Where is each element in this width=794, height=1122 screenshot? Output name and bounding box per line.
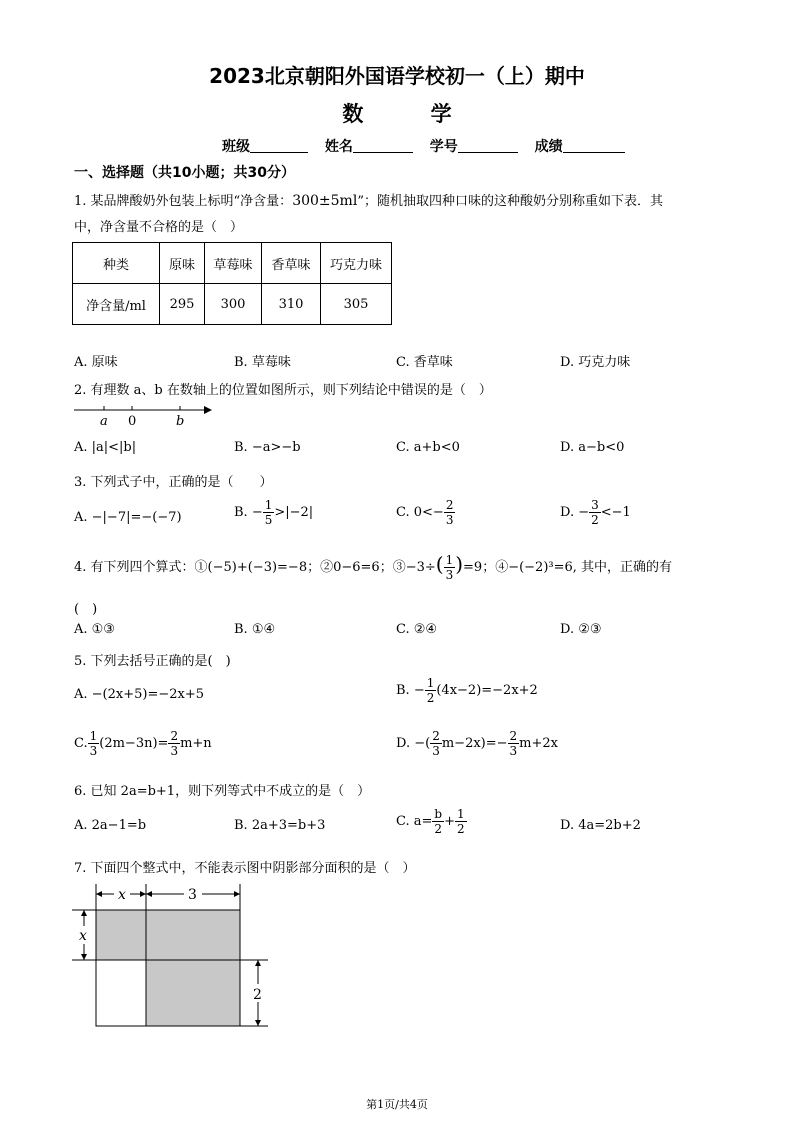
question-4-stem: 4. 有下列四个算式：①(−5)+(−3)=−8；②0−6=6；③−3÷( $\frac{1}{3}$ )=9；④−(−2)³=6, 其中，正确的有 bbox=[74, 552, 673, 582]
student-info-fields bbox=[222, 136, 637, 156]
q5-option-c[interactable]: C. $\frac{1}{3}$ (2m−3n)= $\frac{2}{3}$ m+n bbox=[74, 729, 212, 758]
q3-option-d[interactable]: D. − $\frac{3}{2}$ <−1 bbox=[560, 498, 631, 527]
shaded-bottom-right bbox=[146, 960, 240, 1026]
question-7-stem: 7. 下面四个整式中，不能表示图中阴影部分面积的是（ ） bbox=[74, 861, 416, 876]
label-top-3: 3 bbox=[188, 887, 197, 903]
label-left-x: x bbox=[79, 928, 87, 944]
shaded-top-left bbox=[96, 910, 146, 960]
table-row: 种类 原味 草莓味 香草味 巧克力味 bbox=[73, 243, 392, 284]
q2-option-c[interactable]: C. a+b<0 bbox=[396, 440, 460, 455]
q5-option-b[interactable]: B. − $\frac{1}{2}$ (4x−2)=−2x+2 bbox=[396, 676, 538, 705]
subject-title: 数 学 bbox=[342, 102, 482, 126]
axis-label-b: b bbox=[176, 414, 185, 429]
field-class: 班级 bbox=[222, 139, 308, 155]
field-id: 学号 bbox=[430, 139, 518, 155]
q3-option-b[interactable]: B. − $\frac{1}{5}$ >|−2| bbox=[234, 498, 314, 527]
q6-option-b[interactable]: B. 2a+3=b+3 bbox=[234, 818, 326, 833]
q6-option-a[interactable]: A. 2a−1=b bbox=[74, 818, 147, 833]
q5-option-a[interactable]: A. −(2x+5)=−2x+5 bbox=[74, 687, 205, 702]
question-5-stem: 5. 下列去括号正确的是( ) bbox=[74, 654, 231, 669]
table-row: 净含量/ml 295 300 310 305 bbox=[73, 284, 392, 325]
q2-option-b[interactable]: B. −a>−b bbox=[234, 440, 301, 455]
question-2-stem: 2. 有理数 a、b 在数轴上的位置如图所示，则下列结论中错误的是（ ） bbox=[74, 383, 492, 398]
q1-option-d[interactable]: D. 巧克力味 bbox=[560, 355, 631, 370]
q1-option-a[interactable]: A. 原味 bbox=[74, 355, 118, 370]
q3-option-c[interactable]: C. 0<− $\frac{2}{3}$ bbox=[396, 498, 454, 527]
q2-option-a[interactable]: A. |a|<|b| bbox=[74, 440, 137, 455]
shaded-top-right bbox=[146, 910, 240, 960]
field-score: 成绩 bbox=[535, 139, 625, 155]
q4-option-c[interactable]: C. ②④ bbox=[396, 622, 438, 637]
question-1-stem-cont: 中，净含量不合格的是（ ） bbox=[74, 220, 244, 235]
field-name: 姓名 bbox=[325, 139, 413, 155]
number-line bbox=[72, 400, 212, 430]
axis-label-a: a bbox=[100, 414, 108, 429]
q1-option-c[interactable]: C. 香草味 bbox=[396, 355, 453, 370]
q6-option-d[interactable]: D. 4a=2b+2 bbox=[560, 818, 641, 833]
page-title: 2023北京朝阳外国语学校初一（上）期中 bbox=[209, 64, 585, 88]
question-1-table bbox=[72, 242, 392, 325]
q1-option-b[interactable]: B. 草莓味 bbox=[234, 355, 291, 370]
page-footer: 第1页/共4页 bbox=[366, 1098, 428, 1111]
q4-option-b[interactable]: B. ①④ bbox=[234, 622, 276, 637]
q2-option-d[interactable]: D. a−b<0 bbox=[560, 440, 625, 455]
section-heading: 一、选择题（共10小题；共30分） bbox=[74, 165, 295, 181]
label-right-2: 2 bbox=[253, 987, 262, 1003]
axis-label-0: 0 bbox=[128, 414, 137, 429]
q5-option-d[interactable]: D. −( $\frac{2}{3}$ m−2x)=− $\frac{2}{3}$ m+2x bbox=[396, 729, 558, 758]
area-figure bbox=[70, 880, 280, 1030]
question-1-stem: 1. 某品牌酸奶外包装上标明“净含量：300±5ml”；随机抽取四种口味的这种酸奶分别称重如下表．其 bbox=[74, 193, 663, 209]
question-3-stem: 3. 下列式子中，正确的是（ ） bbox=[74, 475, 273, 490]
question-6-stem: 6. 已知 2a=b+1，则下列等式中不成立的是（ ） bbox=[74, 784, 371, 799]
q4-option-d[interactable]: D. ②③ bbox=[560, 622, 602, 637]
question-4-stem-cont: ( ) bbox=[74, 602, 98, 617]
label-top-x: x bbox=[118, 887, 126, 903]
q3-option-a[interactable]: A. −|−7|=−(−7) bbox=[74, 510, 182, 525]
q4-option-a[interactable]: A. ①③ bbox=[74, 622, 115, 637]
q6-option-c[interactable]: C. a= $\frac{b}{2}$ + $\frac{1}{2}$ bbox=[396, 807, 465, 836]
